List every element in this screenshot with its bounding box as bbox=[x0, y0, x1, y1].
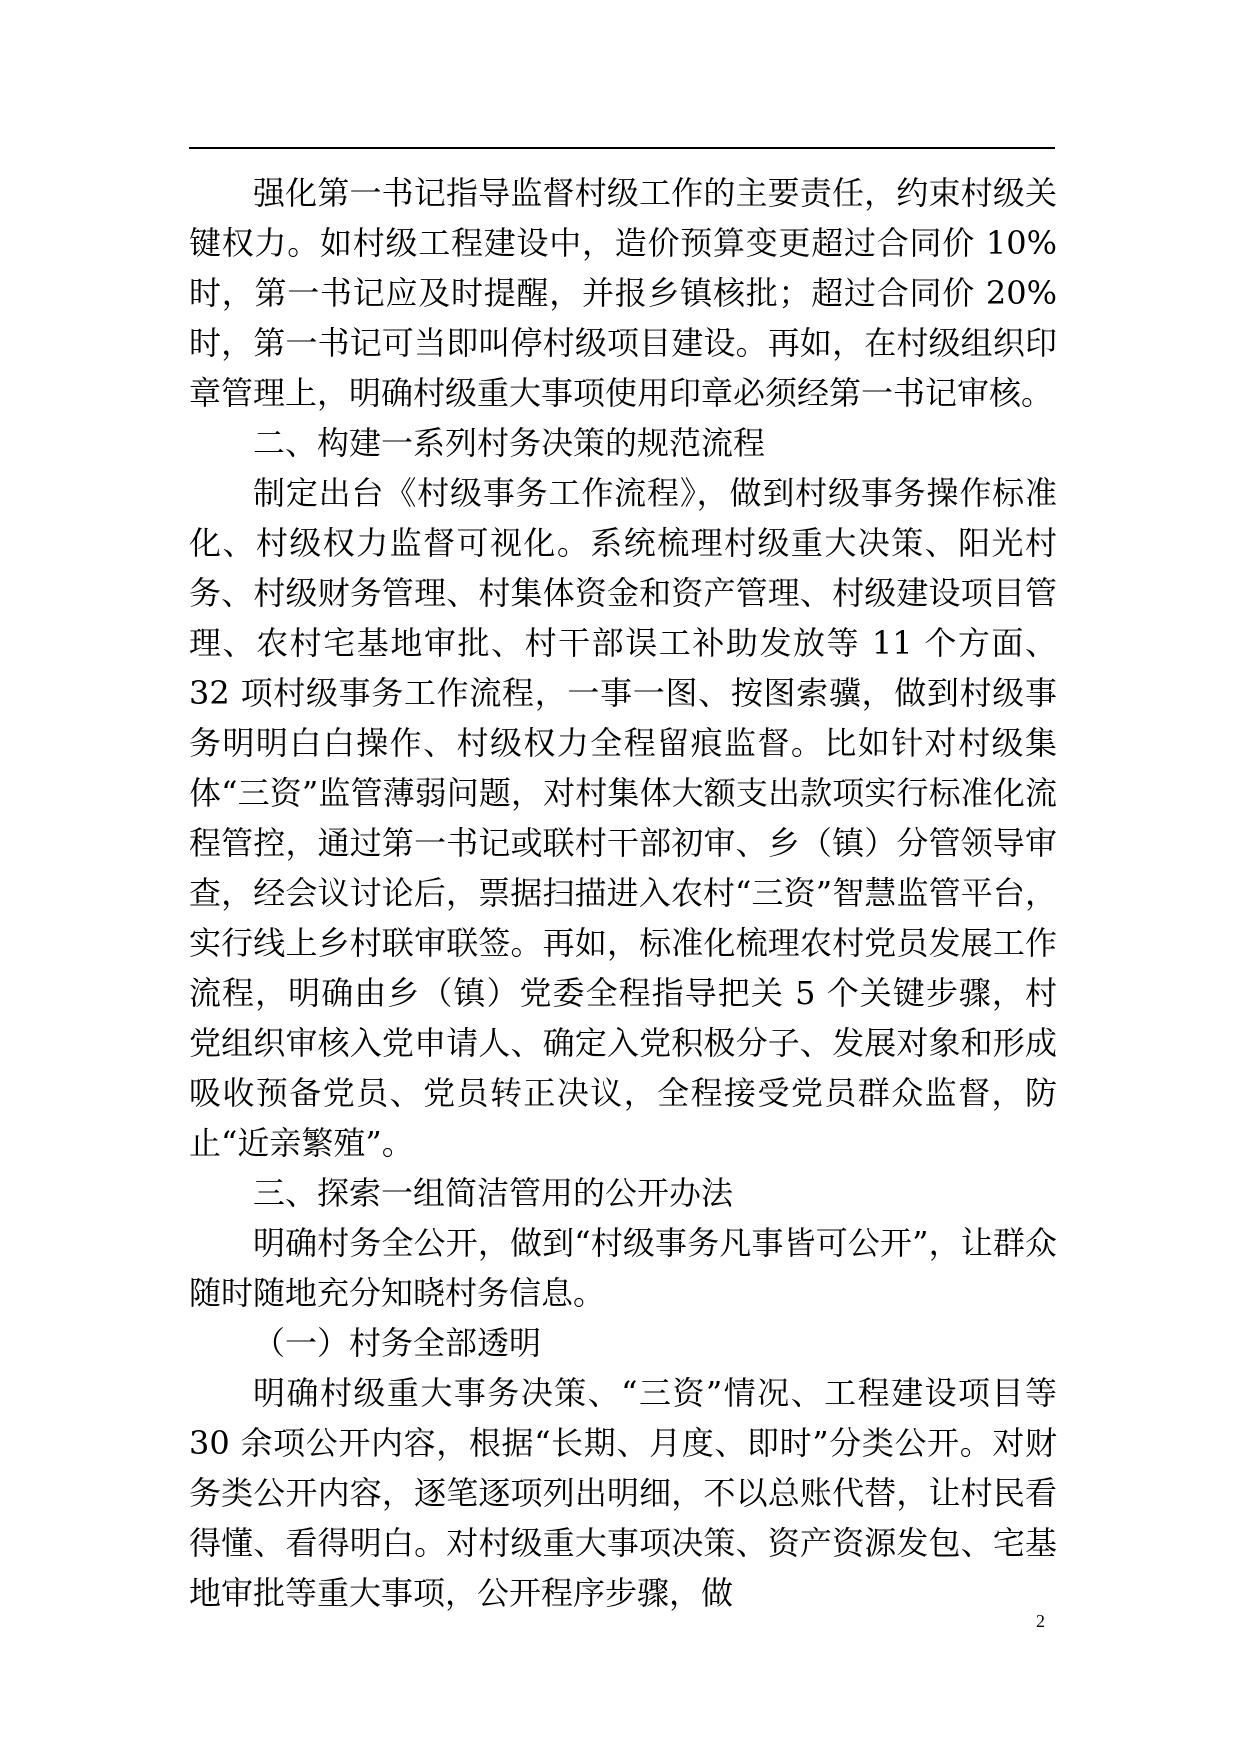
paragraph: 强化第一书记指导监督村级工作的主要责任，约束村级关键权力。如村级工程建设中，造价预算变更超过合同价 10%时，第一书记应及时提醒，并报乡镇核批；超过合同价 20%时，第一书记可当即叫停村级项目建设。再如，在村级组织印章管理上，明确村级重大事项使用印章必须经第一书记审核。 bbox=[189, 174, 1057, 412]
paragraph: 制定出台《村级事务工作流程》，做到村级事务操作标准化、村级权力监督可视化。系统梳理村级重大决策、阳光村务、村级财务管理、村集体资金和资产管理、村级建设项目管理、农村宅基地审批、村干部误工补助发放等 11 个方面、32 项村级事务工作流程，一事一图、按图索骥，做到村级事务明明白白操作、村级权力全程留痕监督。比如针对村级集体“三资”监管薄弱问题，对村集体大额支出款项实行标准化流程管控，通过第一书记或联村干部初审、乡（镇）分管领导审查，经会议讨论后，票据扫描进入农村“三资”智慧监管平台，实行线上乡村联审联签。再如，标准化梳理农村党员发展工作流程，明确由乡（镇）党委全程指导把关 5 个关键步骤，村党组织审核入党申请人、确定入党积极分子、发展对象和形成吸收预备党员、党员转正决议，全程接受党员群众监督，防止“近亲繁殖”。 bbox=[189, 474, 1057, 1162]
subsection-heading: （一）村务全部透明 bbox=[253, 1324, 542, 1362]
section-heading: 三、探索一组简洁管用的公开办法 bbox=[253, 1174, 734, 1212]
paragraph: 明确村级重大事务决策、“三资”情况、工程建设项目等 30 余项公开内容，根据“长期、月度、即时”分类公开。对财务类公开内容，逐笔逐项列出明细，不以总账代替，让村民看得懂、看得明白。对村级重大事项决策、资产资源发包、宅基地审批等重大事项，公开程序步骤，做 bbox=[189, 1374, 1057, 1612]
document-body bbox=[189, 168, 1057, 1618]
page-number: 2 bbox=[1036, 1611, 1045, 1631]
section-heading: 二、构建一系列村务决策的规范流程 bbox=[253, 424, 766, 462]
paragraph: 明确村务全公开，做到“村级事务凡事皆可公开”，让群众随时随地充分知晓村务信息。 bbox=[189, 1224, 1057, 1312]
header-rule bbox=[189, 147, 1055, 149]
